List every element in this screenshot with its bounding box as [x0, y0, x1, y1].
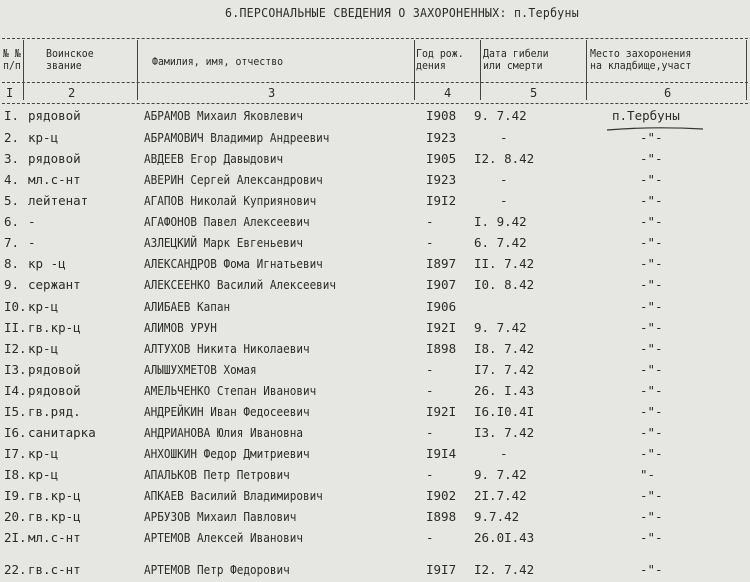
header-num: № № п/п — [3, 47, 21, 72]
death-date-cell: 9. 7.42 — [474, 320, 527, 335]
header-rank: Воинское звание — [46, 47, 94, 72]
birth-year-cell: I92I — [426, 320, 457, 335]
birth-year-cell: I923 — [426, 130, 457, 145]
table-row — [0, 275, 750, 296]
row-number: 2I. — [4, 530, 27, 545]
death-date-cell: I3. 7.42 — [474, 425, 535, 440]
burial-place-cell: -"- — [640, 235, 663, 250]
death-date-cell: I2. 7.42 — [474, 562, 535, 577]
table-row — [0, 191, 750, 212]
burial-place-cell: -"- — [640, 193, 663, 208]
burial-place-cell: -"- — [640, 362, 663, 377]
col-sep — [23, 40, 24, 100]
row-number: 3. — [4, 151, 20, 166]
rank-cell: кр-ц — [28, 467, 59, 482]
col-number: 3 — [268, 86, 276, 100]
burial-place-cell: -"- — [640, 277, 663, 292]
birth-year-cell: I923 — [426, 172, 457, 187]
burial-place-cell: -"- — [640, 256, 663, 271]
header-name: Фамилия, имя, отчество — [152, 55, 284, 68]
col-number: 5 — [530, 86, 538, 100]
header-place: Место захоронения на кладбище,участ — [590, 47, 692, 72]
table-row — [0, 128, 750, 149]
name-cell: АВДЕЕВ Егор Давыдович — [144, 151, 284, 166]
birth-year-cell: I92I — [426, 404, 457, 419]
table-row — [0, 318, 750, 339]
col-sep — [586, 40, 587, 100]
row-number: 20. — [4, 509, 27, 524]
death-date-cell: I. 9.42 — [474, 214, 527, 229]
rank-cell: сержант — [28, 277, 81, 292]
death-date-cell: 2I.7.42 — [474, 488, 527, 503]
row-number: I4. — [4, 383, 27, 398]
birth-year-cell: - — [426, 362, 434, 377]
death-date-cell: I2. 8.42 — [474, 151, 535, 166]
table-row — [0, 381, 750, 402]
birth-year-cell: I9I4 — [426, 446, 457, 461]
rank-cell: гв.ряд. — [28, 404, 81, 419]
death-date-cell: I6.I0.4I — [474, 404, 535, 419]
burial-place-cell: -"- — [640, 320, 663, 335]
burial-place-cell: -"- — [640, 425, 663, 440]
header-top-rule — [2, 38, 748, 39]
table-row — [0, 233, 750, 254]
burial-place-cell: -"- — [640, 341, 663, 356]
rank-cell: мл.с-нт — [28, 172, 81, 187]
name-cell: АНДРЕЙКИН Иван Федосеевич — [144, 404, 310, 419]
row-number: I3. — [4, 362, 27, 377]
death-date-cell: 26.0I.43 — [474, 530, 535, 545]
table-row — [0, 423, 750, 444]
death-date-cell: 26. I.43 — [474, 383, 535, 398]
table-row — [0, 254, 750, 275]
burial-place-cell: -"- — [640, 151, 663, 166]
table-row — [0, 297, 750, 318]
row-number: 4. — [4, 172, 20, 187]
name-cell: АЛЕКСАНДРОВ Фома Игнатьевич — [144, 256, 323, 271]
col-number: 2 — [68, 86, 76, 100]
row-number: I. — [4, 108, 20, 123]
table-row — [0, 528, 750, 549]
row-number: II. — [4, 320, 27, 335]
name-cell: АЛЫШУХМЕТОВ Хомая — [144, 362, 257, 377]
name-cell: АЗЛЕЦКИЙ Марк Евгеньевич — [144, 235, 303, 250]
name-cell: АГАПОВ Николай Куприянович — [144, 193, 317, 208]
row-number: 22. — [4, 562, 27, 577]
birth-year-cell: - — [426, 235, 434, 250]
table-row — [0, 465, 750, 486]
death-date-cell: 9. 7.42 — [474, 108, 527, 123]
row-number: 8. — [4, 256, 20, 271]
table-row — [0, 444, 750, 465]
name-cell: АБРАМОВ Михаил Яковлевич — [144, 108, 303, 123]
rank-cell: гв.кр-ц — [28, 509, 81, 524]
row-number: I0. — [4, 299, 27, 314]
name-cell: АМЕЛЬЧЕНКО Степан Иванович — [144, 383, 317, 398]
birth-year-cell: I902 — [426, 488, 457, 503]
name-cell: АЛИМОВ УРУН — [144, 320, 217, 335]
death-date-cell: I7. 7.42 — [474, 362, 535, 377]
death-date-cell: II. 7.42 — [474, 256, 535, 271]
page-title: 6.ПЕРСОНАЛЬНЫЕ СВЕДЕНИЯ О ЗАХОРОНЕННЫХ: п.Тербуны — [225, 6, 579, 20]
birth-year-cell: I897 — [426, 256, 457, 271]
burial-place-cell: -"- — [640, 530, 663, 545]
rank-cell: рядовой — [28, 383, 81, 398]
table-row — [0, 402, 750, 423]
birth-year-cell: - — [426, 383, 434, 398]
name-cell: АНДРИАНОВА Юлия Ивановна — [144, 425, 303, 440]
rank-cell: гв.кр-ц — [28, 320, 81, 335]
death-date-cell: - — [500, 130, 508, 145]
header-bottom-rule — [2, 82, 748, 83]
death-date-cell: 6. 7.42 — [474, 235, 527, 250]
col-sep — [414, 40, 415, 100]
table-row — [0, 106, 750, 127]
row-number: 6. — [4, 214, 20, 229]
rank-cell: лейтенат — [28, 193, 89, 208]
name-cell: АБРАМОВИЧ Владимир Андреевич — [144, 130, 330, 145]
death-date-cell: - — [500, 172, 508, 187]
col-number: 4 — [444, 86, 452, 100]
header-date: Дата гибели или смерти — [483, 47, 549, 72]
name-cell: АНХОШКИН Федор Дмитриевич — [144, 446, 310, 461]
col-sep — [480, 40, 481, 100]
table-row — [0, 339, 750, 360]
birth-year-cell: I9I7 — [426, 562, 457, 577]
col-number: 6 — [664, 86, 672, 100]
row-number: I7. — [4, 446, 27, 461]
row-number: 5. — [4, 193, 20, 208]
burial-place-cell: -"- — [640, 130, 663, 145]
rank-cell: кр-ц — [28, 299, 59, 314]
name-cell: АЛЕКСЕЕНКО Василий Алексеевич — [144, 277, 337, 292]
rank-cell: - — [28, 214, 36, 229]
name-cell: АПКАЕВ Василий Владимирович — [144, 488, 323, 503]
rank-cell: гв.с-нт — [28, 562, 81, 577]
row-number: 7. — [4, 235, 20, 250]
rank-cell: - — [28, 235, 36, 250]
col-number: I — [6, 86, 14, 100]
name-cell: АЛИБАЕВ Капан — [144, 299, 231, 314]
birth-year-cell: - — [426, 467, 434, 482]
table-row — [0, 560, 750, 581]
burial-place-cell: "- — [640, 467, 656, 482]
row-number: I8. — [4, 467, 27, 482]
col-sep — [137, 40, 138, 100]
name-cell: АВЕРИН Сергей Александрович — [144, 172, 323, 187]
burial-place-cell: -"- — [640, 488, 663, 503]
row-number: I5. — [4, 404, 27, 419]
birth-year-cell: I907 — [426, 277, 457, 292]
death-date-cell: I0. 8.42 — [474, 277, 535, 292]
numbers-bottom-rule — [2, 103, 748, 104]
row-number: 2. — [4, 130, 20, 145]
col-sep — [746, 40, 747, 100]
death-date-cell: - — [500, 446, 508, 461]
name-cell: АГАФОНОВ Павел Алексеевич — [144, 214, 310, 229]
header-year: Год рож. дения — [416, 47, 464, 72]
name-cell: АРБУЗОВ Михаил Павлович — [144, 509, 297, 524]
table-row — [0, 507, 750, 528]
birth-year-cell: I898 — [426, 341, 457, 356]
burial-place-cell: -"- — [640, 446, 663, 461]
burial-place-cell: -"- — [640, 214, 663, 229]
burial-place-cell: п.Тербуны — [612, 108, 680, 123]
burial-place-cell: -"- — [640, 299, 663, 314]
birth-year-cell: I898 — [426, 509, 457, 524]
rank-cell: рядовой — [28, 151, 81, 166]
death-date-cell: I8. 7.42 — [474, 341, 535, 356]
rank-cell: гв.кр-ц — [28, 488, 81, 503]
birth-year-cell: - — [426, 425, 434, 440]
name-cell: АРТЕМОВ Алексей Иванович — [144, 530, 303, 545]
name-cell: АПАЛЬКОВ Петр Петрович — [144, 467, 290, 482]
death-date-cell: 9.7.42 — [474, 509, 520, 524]
birth-year-cell: I906 — [426, 299, 457, 314]
table-row — [0, 212, 750, 233]
burial-place-cell: -"- — [640, 172, 663, 187]
row-number: I6. — [4, 425, 27, 440]
row-number: I9. — [4, 488, 27, 503]
birth-year-cell: I905 — [426, 151, 457, 166]
rank-cell: мл.с-нт — [28, 530, 81, 545]
birth-year-cell: I908 — [426, 108, 457, 123]
row-number: I2. — [4, 341, 27, 356]
table-row — [0, 360, 750, 381]
rank-cell: рядовой — [28, 362, 81, 377]
birth-year-cell: - — [426, 530, 434, 545]
table-row — [0, 170, 750, 191]
rank-cell: кр-ц — [28, 130, 59, 145]
rank-cell: кр-ц — [28, 341, 59, 356]
rank-cell: рядовой — [28, 108, 81, 123]
row-number: 9. — [4, 277, 20, 292]
rank-cell: санитарка — [28, 425, 96, 440]
burial-place-cell: -"- — [640, 383, 663, 398]
name-cell: АЛТУХОВ Никита Николаевич — [144, 341, 310, 356]
burial-place-cell: -"- — [640, 509, 663, 524]
rank-cell: кр-ц — [28, 446, 59, 461]
name-cell: АРТЕМОВ Петр Федорович — [144, 562, 290, 577]
burial-place-cell: -"- — [640, 562, 663, 577]
birth-year-cell: - — [426, 214, 434, 229]
rank-cell: кр -ц — [28, 256, 66, 271]
burial-place-cell: -"- — [640, 404, 663, 419]
death-date-cell: - — [500, 193, 508, 208]
birth-year-cell: I9I2 — [426, 193, 457, 208]
table-row — [0, 486, 750, 507]
death-date-cell: 9. 7.42 — [474, 467, 527, 482]
table-row — [0, 149, 750, 170]
